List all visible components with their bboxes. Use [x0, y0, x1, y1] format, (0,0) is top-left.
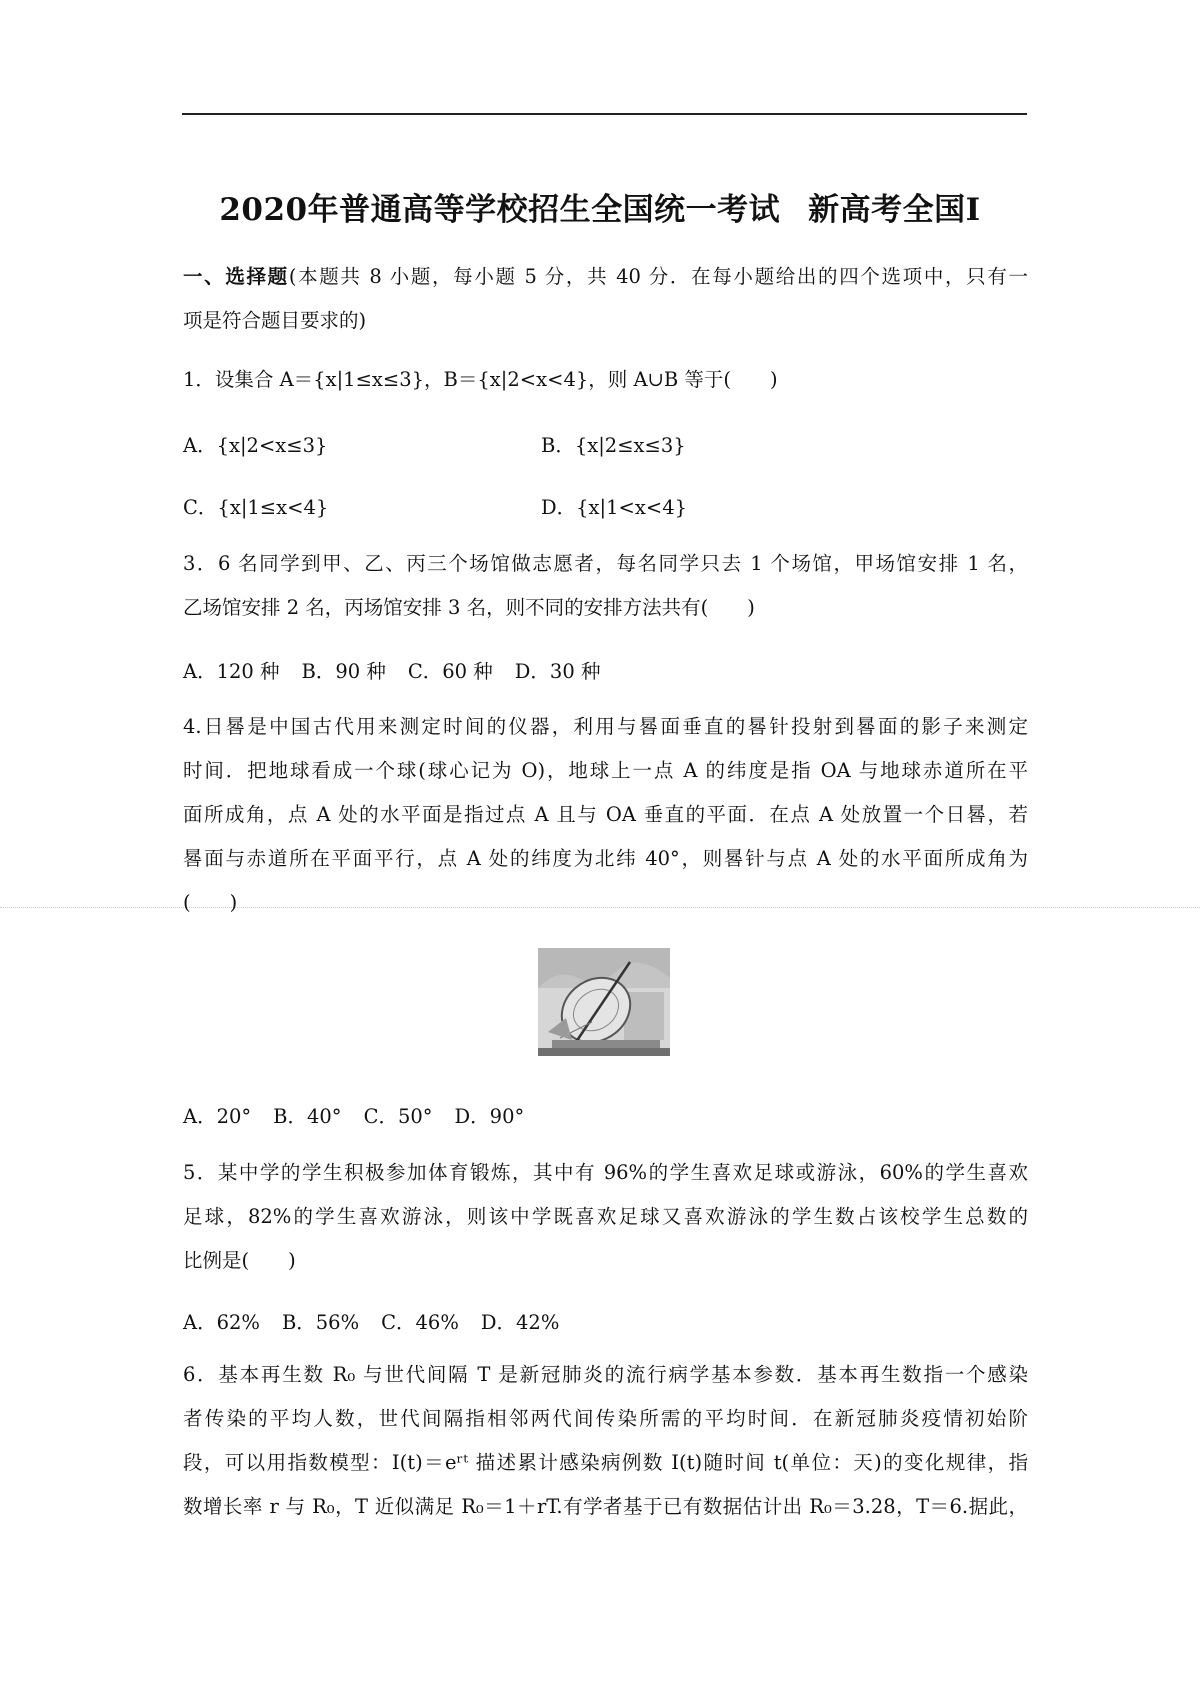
header-rule: [182, 113, 1027, 115]
question-4-stem: [183, 705, 1028, 925]
section-instructions-1: (本题共 8 小题，每小题 5 分，共 40 分．在每小题给出的四个选项中，只有一: [288, 265, 1028, 288]
question-3-options: [183, 656, 622, 684]
question-4-line-3: 面所成角，点 A 处的水平面是指过点 A 且与 OA 垂直的平面．在点 A 处放置一个日晷，若: [183, 803, 1028, 826]
question-6-stem: [183, 1353, 1028, 1529]
question-6-line-4: 数增长率 r 与 R₀，T 近似满足 R₀＝1＋rT.有学者基于已有数据估计出 R₀＝3.28，T＝6.据此，: [183, 1495, 1028, 1518]
section-heading: [183, 255, 1028, 343]
question-4-options: [183, 1101, 546, 1129]
question-1-stem: [183, 358, 1028, 402]
question-5-option-b: B．56%: [281, 1311, 360, 1334]
section-instructions-2: 项是符合题目要求的): [183, 309, 367, 332]
question-3-line-1: 3．6 名同学到甲、乙、丙三个场馆做志愿者，每名同学只去 1 个场馆，甲场馆安排 1 名，: [183, 552, 1028, 575]
question-4-option-d: D．90°: [454, 1105, 525, 1128]
question-1-option-b: B．{x|2≤x≤3}: [541, 434, 686, 457]
question-3-option-c: C．60 种: [407, 660, 493, 683]
question-4-line-5: ( ): [183, 891, 238, 914]
question-4-option-c: C．50°: [363, 1105, 433, 1128]
question-1-option-a: A．{x|2<x≤3}: [183, 434, 328, 457]
exam-title-sub: 新高考全国Ⅰ: [808, 192, 981, 228]
question-5-line-2: 足球，82%的学生喜欢游泳，则该中学既喜欢足球又喜欢游泳的学生数占该校学生总数的: [183, 1205, 1028, 1228]
question-1-text: 1．设集合 A＝{x|1≤x≤3}，B＝{x|2<x<4}，则 A∪B 等于( ): [183, 368, 778, 391]
question-3-stem: [183, 542, 1028, 630]
question-3-line-2: 乙场馆安排 2 名，丙场馆安排 3 名，则不同的安排方法共有( ): [183, 596, 755, 619]
question-4-line-2: 时间．把地球看成一个球(球心记为 O)，地球上一点 A 的纬度是指 OA 与地球赤道所在平: [183, 759, 1028, 782]
sundial-photo: [538, 948, 670, 1056]
question-5-option-a: A．62%: [183, 1311, 260, 1334]
exam-title: [0, 184, 1200, 229]
question-3-option-d: D．30 种: [514, 660, 601, 683]
question-4-option-a: A．20°: [183, 1105, 252, 1128]
question-3-option-b: B．90 种: [301, 660, 386, 683]
question-1-option-c: C．{x|1≤x<4}: [183, 496, 329, 519]
question-5-option-c: C．46%: [381, 1311, 459, 1334]
question-4-option-b: B．40°: [273, 1105, 342, 1128]
question-6-line-2: 者传染的平均人数，世代间隔指相邻两代间传染所需的平均时间．在新冠肺炎疫情初始阶: [183, 1407, 1028, 1430]
exam-title-main: 2020年普通高等学校招生全国统一考试: [219, 192, 781, 228]
question-5-line-3: 比例是( ): [183, 1249, 296, 1272]
question-5-option-d: D．42%: [480, 1311, 560, 1334]
question-5-stem: [183, 1151, 1028, 1283]
section-label: 一、选择题: [183, 265, 289, 288]
question-4-line-4: 晷面与赤道所在平面平行，点 A 处的纬度为北纬 40°，则晷针与点 A 处的水平面所成角为: [183, 847, 1028, 870]
question-6-line-3: 段，可以用指数模型：I(t)＝eʳᵗ 描述累计感染病例数 I(t)随时间 t(单位：天)的变化规律，指: [183, 1451, 1028, 1474]
question-1-option-d: D．{x|1<x<4}: [541, 496, 688, 519]
question-5-options: [183, 1307, 581, 1335]
question-4-line-1: 4.日晷是中国古代用来测定时间的仪器，利用与晷面垂直的晷针投射到晷面的影子来测定: [183, 715, 1028, 738]
question-6-line-1: 6．基本再生数 R₀ 与世代间隔 T 是新冠肺炎的流行病学基本参数．基本再生数指一个感染: [183, 1363, 1028, 1386]
question-3-option-a: A．120 种: [183, 660, 280, 683]
question-5-line-1: 5．某中学的学生积极参加体育锻炼，其中有 96%的学生喜欢足球或游泳，60%的学生喜欢: [183, 1161, 1028, 1184]
